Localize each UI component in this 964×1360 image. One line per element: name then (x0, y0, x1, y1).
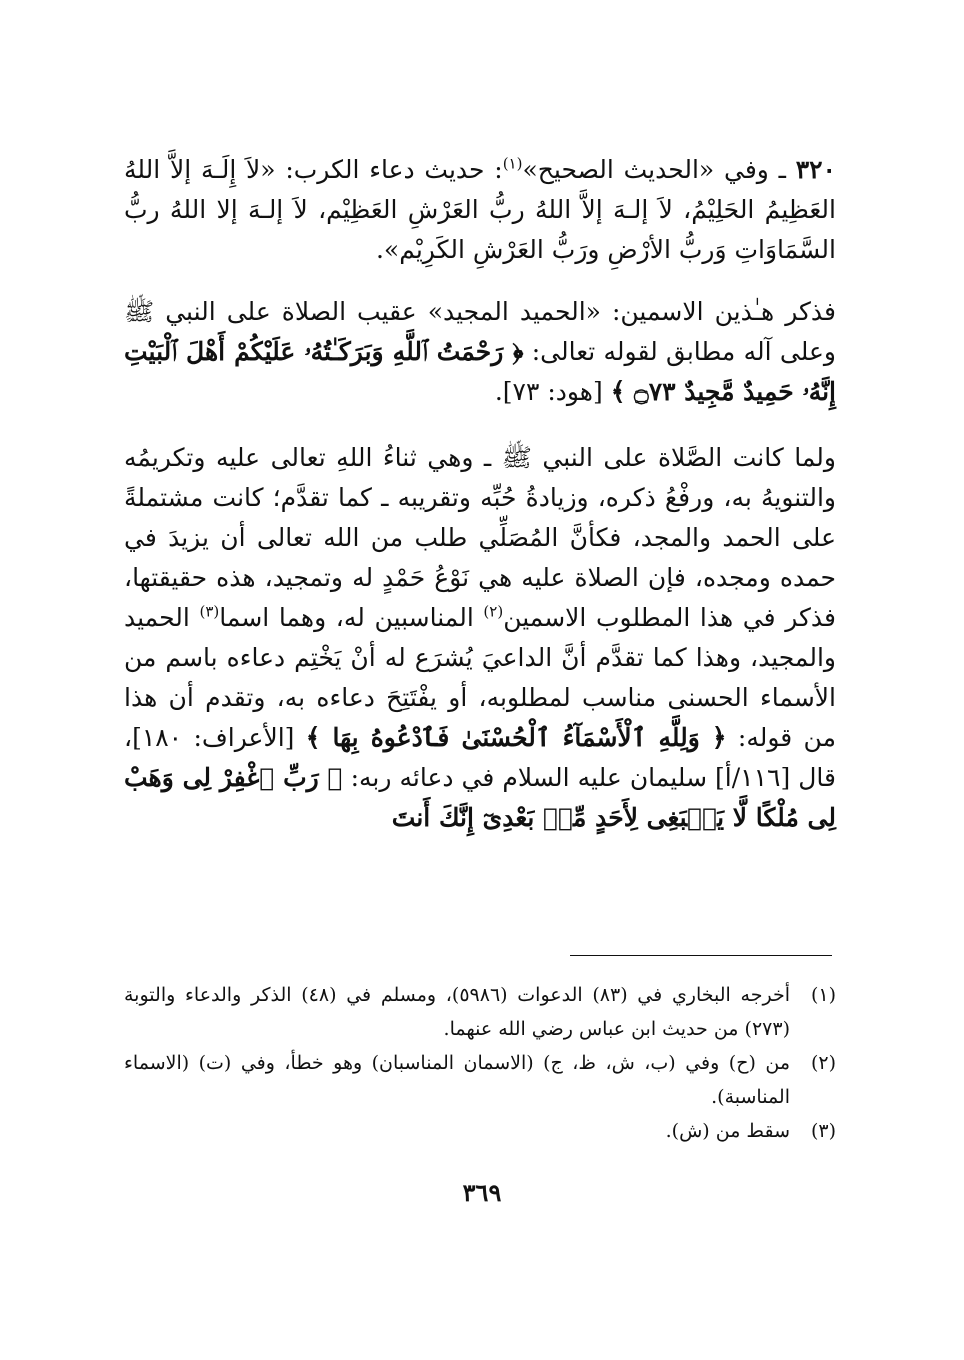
footnote-separator (570, 955, 832, 956)
footnote-number: (١) (810, 984, 836, 1006)
entry-number: ٣٢٠ (795, 155, 836, 184)
entry-lead: ـ وفي «الحديث الصحيح» (522, 155, 796, 184)
footnotes (124, 978, 836, 1148)
footnote-number: (٣) (810, 1120, 836, 1142)
footnote-text: سقط من (ش). (665, 1120, 790, 1142)
paragraph-text: فذكر هـٰذين الاسمين: «الحميد المجيد» عقيب الصلاة على النبي ﷺ وعلى آله مطابق لقوله تعالى: (124, 297, 837, 366)
paragraph-text: المناسبين له، وهما اسما (219, 603, 484, 632)
paragraph-320 (124, 150, 836, 270)
footnote-2 (124, 1046, 836, 1114)
paragraph-text: الحميد والمجيد، وهذا كما تقدَّم أنَّ الداعيَ يُشرَع له أنْ يَخْتِم دعاءه باسم من الأسماء الحسنى مناسب لمطلوبه، أو يفْتَتِحَ دعاءه به، وتقدم أن هذا من قوله: (124, 603, 836, 752)
quran-verse-araf: ﴿ وَلِلَّهِ ٱلْأَسْمَآءُ ٱلْحُسْنَىٰ فَٱدْعُوهُ بِهَا ﴾ (305, 723, 727, 752)
paragraph-names (124, 292, 836, 412)
main-text (124, 150, 836, 838)
page-number: ٣٦٩ (462, 1178, 502, 1207)
quran-verse-sad: ﴿ رَبِّ ٱغْفِرْ لِى وَهَبْ لِى مُلْكًا لَّا يَنۢبَغِى لِأَحَدٍ مِّنۢ بَعْدِىٓ إِنَّكَ أَنتَ (124, 763, 836, 832)
footnote-number: (٢) (810, 1052, 836, 1074)
footnote-ref-1: (١) (502, 154, 523, 173)
footnote-text: أخرجه البخاري في (٨٣) الدعوات (٥٩٨٦)، ومسلم في (٤٨) الذكر والدعاء والتوبة (٢٧٣) من حديث ابن عباس رضي الله عنهما. (124, 984, 790, 1040)
paragraph-text: ولما كانت الصَّلاة على النبي ﷺ ـ وهي ثناءُ اللهِ تعالى عليه وتكريمُه والتنويهُ به، ورفْعُ ذكره، وزيادةُ حُبِّه وتقريبه ـ كما تقدَّم؛ كانت مشتملةً على الحمد والمجد، فكأنَّ المُصَلِّي طلب من الله تعالى أن يزيدَ في حمده ومجده، فإن الصلاة عليه هي نَوْعُ حَمْدٍ له وتمجيد، هذه حقيقتها، فذكر في هذا المطلوب الاسمين (124, 443, 836, 632)
entry-text: : حديث دعاء الكرب: «لاَ إِلَـهَ إلاَّ اللهُ العَظِيمُ الحَلِيْمُ، لاَ إلـهَ إلاَّ اللهُ ربُّ العَرْشِ العَظِيْم، لاَ إلـهَ إلا اللهُ ربُّ السَّمَاوَاتِ وَربُّ الأرْضِ ورَبُّ العَرْشِ الكَرِيْم». (124, 155, 836, 264)
footnote-1 (124, 978, 836, 1046)
footnote-3 (124, 1114, 836, 1148)
footnote-text: من (ح) وفي (ب، ش، ظ، ج) (الاسمان المناسبان) وهو خطأ، وفي (ت) (الاسماء المناسبة). (124, 1052, 790, 1108)
footnote-ref-3: (٣) (199, 602, 220, 621)
paragraph-text: [الأعراف: ١٨٠]، قال [١١٦/أ] سليمان عليه السلام في دعائه ربه: (124, 723, 836, 792)
paragraph-salat (124, 438, 836, 838)
footnote-ref-2: (٢) (483, 602, 504, 621)
quran-verse-hud: ﴿ رَحْمَتُ ٱللَّهِ وَبَرَكَـٰتُهُۥ عَلَيْكُمْ أَهْلَ ٱلْبَيْتِ إِنَّهُۥ حَمِيدٌ مَّجِيدٌ ۝٧٣ ﴾ (124, 337, 836, 406)
verse-citation: [هود: ٧٣]. (494, 377, 611, 406)
